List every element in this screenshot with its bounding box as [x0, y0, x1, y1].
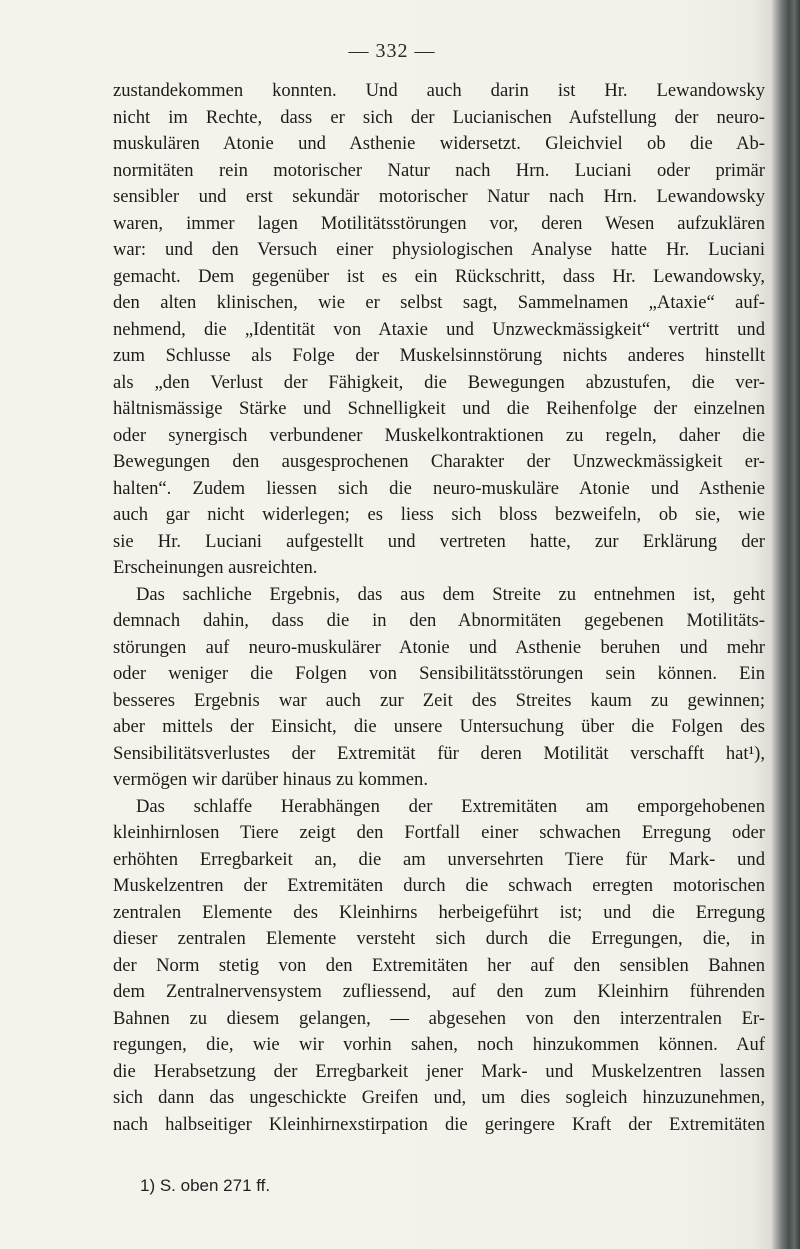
text-line: den alten klinischen, wie er selbst sagt, Sammelnamen „Ataxie“ auf-	[113, 292, 765, 313]
text-line: störungen auf neuro-muskulärer Atonie und Asthenie beruhen und mehr	[113, 636, 765, 658]
text-line: die Herabsetzung der Erregbarkeit jener Mark- und Muskelzentren lassen	[113, 1060, 765, 1082]
text-line: zustandekommen konnten. Und auch darin ist Hr. Lewandowsky	[113, 80, 765, 101]
text-line: Das schlaffe Herabhängen der Extremitäten am emporgehobenen	[136, 795, 765, 817]
text-line: regungen, die, wie wir vorhin sahen, noch hinzukommen können. Auf	[113, 1034, 765, 1055]
footnote: 1) S. oben 271 ff.	[140, 1176, 271, 1195]
text-line: Das sachliche Ergebnis, das aus dem Streite zu entnehmen ist, geht	[136, 583, 765, 605]
text-line: Bahnen zu diesem gelangen, — abgesehen von den interzentralen Er-	[113, 1007, 765, 1029]
text-line: demnach dahin, dass die in den Abnormitäten gegebenen Motilitäts-	[113, 610, 765, 631]
text-line: auch gar nicht widerlegen; es liess sich bloss bezweifeln, ob sie, wie	[113, 504, 765, 525]
page-number: — 332 —	[348, 40, 436, 62]
text-line: hältnismässige Stärke und Schnelligkeit und die Reihenfolge der einzelnen	[113, 398, 765, 419]
text-line: oder weniger die Folgen von Sensibilitätsstörungen sein können. Ein	[113, 663, 765, 684]
page-edge-shadow	[772, 0, 800, 1249]
text-line: Muskelzentren der Extremitäten durch die schwach erregten motorischen	[113, 875, 765, 896]
text-line: zum Schlusse als Folge der Muskelsinnstörung nichts anderes hinstellt	[113, 345, 765, 366]
text-line: kleinhirnlosen Tiere zeigt den Fortfall einer schwachen Erregung oder	[113, 822, 765, 843]
text-line: muskulären Atonie und Asthenie widersetzt. Gleichviel ob die Ab-	[113, 133, 765, 154]
text-line: aber mittels der Einsicht, die unsere Untersuchung über die Folgen des	[113, 716, 765, 737]
text-line: besseres Ergebnis war auch zur Zeit des Streites kaum zu gewinnen;	[113, 689, 765, 711]
text-line: Sensibilitätsverlustes der Extremität für deren Motilität verschafft hat¹),	[113, 742, 765, 764]
text-line: erhöhten Erregbarkeit an, die am unversehrten Tiere für Mark- und	[113, 848, 765, 870]
text-line: nehmend, die „Identität von Ataxie und Unzweckmässigkeit“ vertritt und	[113, 318, 765, 340]
body-text	[113, 78, 765, 1138]
text-line: der Norm stetig von den Extremitäten her auf den sensiblen Bahnen	[113, 954, 765, 976]
text-line: normitäten rein motorischer Natur nach Hrn. Luciani oder primär	[113, 159, 765, 181]
text-line: als „den Verlust der Fähigkeit, die Bewegungen abzustufen, die ver-	[113, 371, 765, 393]
text-line: war: und den Versuch einer physiologischen Analyse hatte Hr. Luciani	[113, 239, 765, 260]
text-line: sensibler und erst sekundär motorischer Natur nach Hrn. Lewandowsky	[113, 186, 765, 207]
text-line: Bewegungen den ausgesprochenen Charakter der Unzweckmässigkeit er-	[113, 451, 765, 472]
text-line: sie Hr. Luciani aufgestellt und vertreten hatte, zur Erklärung der	[113, 530, 765, 552]
text-line: waren, immer lagen Motilitätsstörungen vor, deren Wesen aufzuklären	[113, 212, 765, 234]
text-line: Erscheinungen ausreichten.	[113, 557, 318, 578]
text-line: gemacht. Dem gegenüber ist es ein Rückschritt, dass Hr. Lewandowsky,	[113, 265, 765, 287]
text-line: nach halbseitiger Kleinhirnexstirpation die geringere Kraft der Extremitäten	[113, 1113, 765, 1135]
text-line: dem Zentralnervensystem zufliessend, auf den zum Kleinhirn führenden	[113, 981, 765, 1002]
text-line: sich dann das ungeschickte Greifen und, um dies sogleich hinzuzunehmen,	[113, 1087, 765, 1108]
text-line: halten“. Zudem liessen sich die neuro-muskuläre Atonie und Asthenie	[113, 477, 765, 499]
text-line: nicht im Rechte, dass er sich der Lucianischen Aufstellung der neuro-	[113, 106, 765, 128]
text-line: oder synergisch verbundener Muskelkontraktionen zu regeln, daher die	[113, 424, 765, 446]
text-line: zentralen Elemente des Kleinhirns herbeigeführt ist; und die Erregung	[113, 901, 765, 923]
text-line: dieser zentralen Elemente versteht sich durch die Erregungen, die, in	[113, 928, 765, 949]
text-line: vermögen wir darüber hinaus zu kommen.	[113, 769, 428, 790]
